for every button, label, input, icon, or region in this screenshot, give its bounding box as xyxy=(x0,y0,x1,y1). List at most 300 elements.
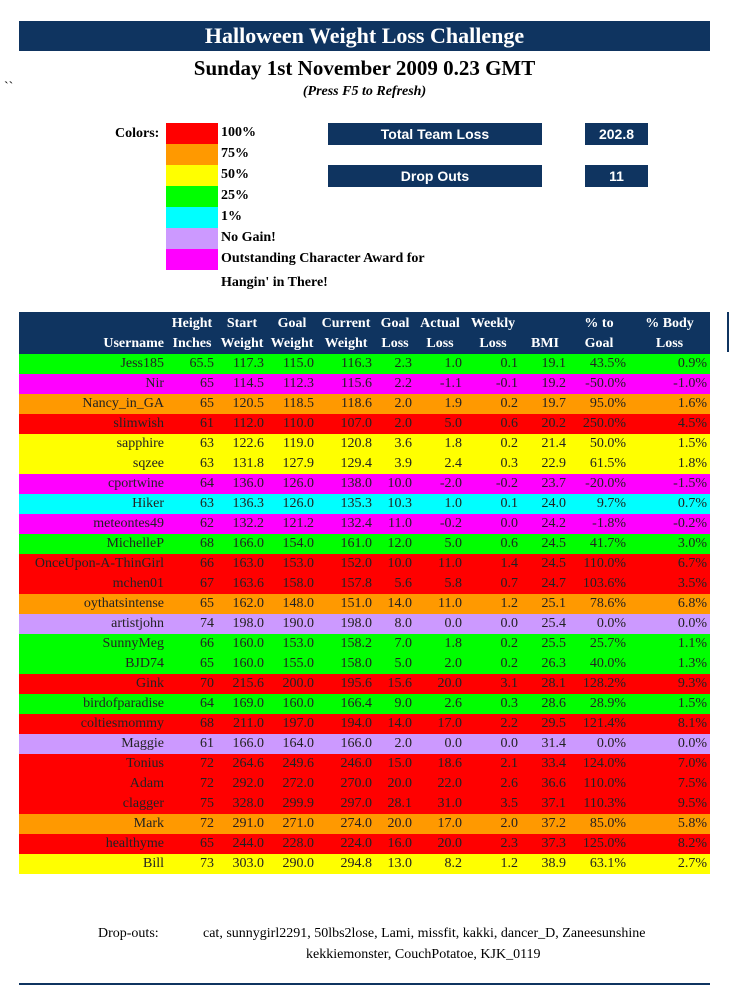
value-cell: 3.9 xyxy=(394,456,412,471)
value-cell: 110.3% xyxy=(583,796,626,811)
table-row xyxy=(19,454,710,474)
value-cell: 1.9 xyxy=(444,396,462,411)
value-cell: 297.0 xyxy=(340,796,372,811)
value-cell: 63 xyxy=(200,456,214,471)
value-cell: 1.8% xyxy=(677,456,707,471)
value-cell: 8.2 xyxy=(444,856,462,871)
username-cell: artistjohn xyxy=(111,616,164,631)
value-cell: 15.0 xyxy=(387,756,412,771)
column-header: Weekly xyxy=(465,312,521,334)
username-cell: Gink xyxy=(136,676,164,691)
value-cell: 67 xyxy=(200,576,214,591)
value-cell: 166.0 xyxy=(232,736,264,751)
value-cell: 2.7% xyxy=(677,856,707,871)
value-cell: 33.4 xyxy=(541,756,566,771)
column-header: Username xyxy=(19,334,167,354)
table-row xyxy=(19,574,710,594)
value-cell: 0.6 xyxy=(500,536,518,551)
value-cell: 1.2 xyxy=(500,596,518,611)
value-cell: 25.5 xyxy=(541,636,566,651)
value-cell: 157.8 xyxy=(340,576,372,591)
column-header: % to xyxy=(569,312,629,334)
username-cell: sqzee xyxy=(132,456,164,471)
value-cell: -0.2% xyxy=(673,516,707,531)
standings-table-wrap xyxy=(19,312,710,874)
value-cell: 85.0% xyxy=(589,816,626,831)
value-cell: 0.3 xyxy=(500,456,518,471)
value-cell: 50.0% xyxy=(589,436,626,451)
value-cell: 0.2 xyxy=(500,396,518,411)
column-header: Current xyxy=(317,312,375,334)
value-cell: 24.5 xyxy=(541,536,566,551)
column-header: Goal xyxy=(375,312,415,334)
value-cell: 20.0 xyxy=(437,676,462,691)
value-cell: 7.0% xyxy=(677,756,707,771)
value-cell: 64 xyxy=(200,696,214,711)
stray-mark: `` xyxy=(4,80,14,95)
value-cell: 115.0 xyxy=(283,356,314,371)
value-cell: 6.7% xyxy=(677,556,707,571)
value-cell: 2.6 xyxy=(500,776,518,791)
value-cell: 272.0 xyxy=(282,776,314,791)
username-cell: birdofparadise xyxy=(83,696,164,711)
drop-outs-label: Drop Outs xyxy=(328,165,542,187)
legend-text: Outstanding Character Award for xyxy=(221,251,425,266)
value-cell: 28.1 xyxy=(387,796,412,811)
value-cell: 10.0 xyxy=(387,476,412,491)
column-header: Loss xyxy=(375,334,415,354)
value-cell: 7.5% xyxy=(677,776,707,791)
table-row xyxy=(19,514,710,534)
column-header: Loss xyxy=(415,334,465,354)
table-row xyxy=(19,854,710,874)
value-cell: 5.0 xyxy=(444,416,462,431)
dropouts-label: Drop-outs: xyxy=(98,926,159,941)
value-cell: 163.0 xyxy=(232,556,264,571)
value-cell: 154.0 xyxy=(282,536,314,551)
value-cell: 3.5 xyxy=(500,796,518,811)
value-cell: 23.7 xyxy=(541,476,566,491)
value-cell: 200.0 xyxy=(282,676,314,691)
value-cell: 5.8 xyxy=(444,576,462,591)
value-cell: 63.1% xyxy=(589,856,626,871)
legend-text: 25% xyxy=(221,188,249,203)
value-cell: 28.6 xyxy=(541,696,566,711)
value-cell: 169.0 xyxy=(232,696,264,711)
value-cell: 28.9% xyxy=(589,696,626,711)
value-cell: 2.0 xyxy=(394,736,412,751)
column-header: Goal xyxy=(569,334,629,354)
value-cell: 7.0 xyxy=(394,636,412,651)
username-cell: clagger xyxy=(122,796,164,811)
value-cell: 211.0 xyxy=(233,716,264,731)
value-cell: 17.0 xyxy=(437,716,462,731)
value-cell: 118.5 xyxy=(283,396,314,411)
value-cell: 244.0 xyxy=(232,836,264,851)
value-cell: 26.3 xyxy=(541,656,566,671)
column-header: Weight xyxy=(317,334,375,354)
value-cell: 0.0% xyxy=(596,616,626,631)
value-cell: 24.7 xyxy=(541,576,566,591)
value-cell: 1.6% xyxy=(677,396,707,411)
value-cell: 0.7% xyxy=(677,496,707,511)
value-cell: 37.1 xyxy=(541,796,566,811)
page-title: Halloween Weight Loss Challenge xyxy=(19,21,710,51)
table-row xyxy=(19,714,710,734)
username-cell: Hiker xyxy=(132,496,164,511)
value-cell: 65 xyxy=(200,656,214,671)
value-cell: 25.7% xyxy=(589,636,626,651)
value-cell: 18.6 xyxy=(437,756,462,771)
username-cell: coltiesmommy xyxy=(80,716,164,731)
legend-text: 100% xyxy=(221,125,256,140)
username-cell: meteontes49 xyxy=(93,516,164,531)
date-line: Sunday 1st November 2009 0.23 GMT xyxy=(193,56,536,80)
value-cell: 61.5% xyxy=(589,456,626,471)
username-cell: BJD74 xyxy=(125,656,164,671)
legend-swatch xyxy=(166,144,218,165)
legend-text: No Gain! xyxy=(221,230,276,245)
value-cell: 10.0 xyxy=(387,556,412,571)
legend-text: 75% xyxy=(221,146,249,161)
username-cell: Mark xyxy=(133,816,164,831)
value-cell: 3.1 xyxy=(500,676,518,691)
standings-table xyxy=(19,312,710,874)
value-cell: 16.0 xyxy=(387,836,412,851)
total-team-loss-value: 202.8 xyxy=(585,123,648,145)
value-cell: 9.3% xyxy=(677,676,707,691)
dropouts-list-line2: kekkiemonster, CouchPotatoe, KJK_0119 xyxy=(306,947,541,962)
value-cell: 120.5 xyxy=(232,396,264,411)
table-row xyxy=(19,734,710,754)
table-row xyxy=(19,554,710,574)
value-cell: -2.0 xyxy=(439,476,462,491)
value-cell: 65 xyxy=(200,396,214,411)
column-header: BMI xyxy=(521,334,569,354)
value-cell: 25.1 xyxy=(541,596,566,611)
username-cell: Maggie xyxy=(121,736,164,751)
value-cell: 24.5 xyxy=(541,556,566,571)
value-cell: 22.0 xyxy=(437,776,462,791)
value-cell: 4.5% xyxy=(677,416,707,431)
value-cell: 20.0 xyxy=(387,776,412,791)
value-cell: 0.0% xyxy=(677,616,707,631)
value-cell: 65 xyxy=(200,836,214,851)
value-cell: 158.2 xyxy=(340,636,372,651)
value-cell: 17.0 xyxy=(437,816,462,831)
value-cell: 110.0% xyxy=(583,776,626,791)
value-cell: 274.0 xyxy=(340,816,372,831)
value-cell: 65.5 xyxy=(189,356,214,371)
value-cell: 9.7% xyxy=(596,496,626,511)
legend-swatch xyxy=(166,249,218,270)
value-cell: 28.1 xyxy=(541,676,566,691)
header-row xyxy=(19,312,710,334)
value-cell: 11.0 xyxy=(438,556,462,571)
value-cell: 163.6 xyxy=(232,576,264,591)
value-cell: 65 xyxy=(200,596,214,611)
value-cell: 2.0 xyxy=(500,816,518,831)
legend-swatch xyxy=(166,123,218,144)
value-cell: 116.3 xyxy=(341,356,372,371)
value-cell: 2.0 xyxy=(394,396,412,411)
value-cell: 1.8 xyxy=(444,436,462,451)
value-cell: 3.6 xyxy=(394,436,412,451)
value-cell: 107.0 xyxy=(340,416,372,431)
value-cell: 22.9 xyxy=(541,456,566,471)
value-cell: 132.2 xyxy=(232,516,264,531)
value-cell: 228.0 xyxy=(282,836,314,851)
value-cell: 271.0 xyxy=(282,816,314,831)
value-cell: 114.5 xyxy=(233,376,264,391)
table-row xyxy=(19,434,710,454)
value-cell: 3.0% xyxy=(677,536,707,551)
value-cell: 198.0 xyxy=(232,616,264,631)
value-cell: 95.0% xyxy=(589,396,626,411)
refresh-note: (Press F5 to Refresh) xyxy=(302,84,427,99)
column-header: Start xyxy=(217,312,267,334)
value-cell: 299.9 xyxy=(282,796,314,811)
table-row xyxy=(19,374,710,394)
value-cell: 66 xyxy=(200,636,214,651)
value-cell: 0.0 xyxy=(500,736,518,751)
value-cell: 2.6 xyxy=(444,696,462,711)
value-cell: 5.6 xyxy=(394,576,412,591)
value-cell: 31.4 xyxy=(541,736,566,751)
value-cell: 9.0 xyxy=(394,696,412,711)
value-cell: 5.0 xyxy=(444,536,462,551)
value-cell: 14.0 xyxy=(387,596,412,611)
value-cell: 37.3 xyxy=(541,836,566,851)
value-cell: 8.1% xyxy=(677,716,707,731)
value-cell: -20.0% xyxy=(585,476,626,491)
value-cell: 2.4 xyxy=(444,456,462,471)
value-cell: 136.3 xyxy=(232,496,264,511)
value-cell: 14.0 xyxy=(387,716,412,731)
value-cell: 158.0 xyxy=(282,576,314,591)
value-cell: 1.0 xyxy=(444,496,462,511)
value-cell: 74 xyxy=(200,616,214,631)
value-cell: 291.0 xyxy=(232,816,264,831)
value-cell: 129.4 xyxy=(340,456,372,471)
username-cell: Jess185 xyxy=(120,356,164,371)
value-cell: 8.2% xyxy=(677,836,707,851)
value-cell: 19.1 xyxy=(541,356,566,371)
value-cell: 19.7 xyxy=(541,396,566,411)
value-cell: 2.2 xyxy=(394,376,412,391)
value-cell: 61 xyxy=(200,416,214,431)
table-row xyxy=(19,534,710,554)
value-cell: -1.5% xyxy=(673,476,707,491)
value-cell: 110.0 xyxy=(283,416,314,431)
column-header: Loss xyxy=(465,334,521,354)
table-row xyxy=(19,394,710,414)
table-row xyxy=(19,794,710,814)
value-cell: 148.0 xyxy=(282,596,314,611)
value-cell: 41.7% xyxy=(589,536,626,551)
value-cell: 1.2 xyxy=(500,856,518,871)
table-row xyxy=(19,494,710,514)
value-cell: 166.0 xyxy=(340,736,372,751)
value-cell: 11.0 xyxy=(438,596,462,611)
value-cell: 11.0 xyxy=(388,516,412,531)
value-cell: 6.8% xyxy=(677,596,707,611)
value-cell: 13.0 xyxy=(387,856,412,871)
value-cell: 160.0 xyxy=(282,696,314,711)
header-row xyxy=(19,334,710,354)
value-cell: -1.8% xyxy=(592,516,626,531)
value-cell: 249.6 xyxy=(282,756,314,771)
table-row xyxy=(19,634,710,654)
value-cell: 72 xyxy=(200,776,214,791)
value-cell: -0.2 xyxy=(439,516,462,531)
value-cell: 78.6% xyxy=(589,596,626,611)
drop-outs-value: 11 xyxy=(585,165,648,187)
table-row xyxy=(19,474,710,494)
value-cell: 292.0 xyxy=(232,776,264,791)
legend-swatch xyxy=(166,186,218,207)
value-cell: 36.6 xyxy=(541,776,566,791)
value-cell: 195.6 xyxy=(340,676,372,691)
value-cell: 215.6 xyxy=(232,676,264,691)
value-cell: 20.2 xyxy=(541,416,566,431)
value-cell: 160.0 xyxy=(232,636,264,651)
username-cell: OnceUpon-A-ThinGirl xyxy=(34,556,164,571)
value-cell: -1.1 xyxy=(439,376,462,391)
value-cell: 294.8 xyxy=(340,856,372,871)
value-cell: 62 xyxy=(200,516,214,531)
username-cell: MichelleP xyxy=(106,536,164,551)
username-cell: Bill xyxy=(142,856,164,871)
table-row xyxy=(19,754,710,774)
value-cell: -0.1 xyxy=(495,376,518,391)
value-cell: 250.0% xyxy=(582,416,626,431)
value-cell: 162.0 xyxy=(232,596,264,611)
value-cell: 43.5% xyxy=(589,356,626,371)
value-cell: 164.0 xyxy=(282,736,314,751)
value-cell: 73 xyxy=(200,856,214,871)
value-cell: 303.0 xyxy=(232,856,264,871)
value-cell: 1.3% xyxy=(677,656,707,671)
value-cell: 120.8 xyxy=(340,436,372,451)
table-row xyxy=(19,594,710,614)
table-row xyxy=(19,354,710,374)
value-cell: 72 xyxy=(200,756,214,771)
legend-swatch xyxy=(166,207,218,228)
legend-swatch xyxy=(166,228,218,249)
value-cell: 0.0 xyxy=(444,736,462,751)
value-cell: 0.2 xyxy=(500,636,518,651)
value-cell: 136.0 xyxy=(232,476,264,491)
value-cell: 0.2 xyxy=(500,656,518,671)
value-cell: 112.0 xyxy=(233,416,264,431)
value-cell: 20.0 xyxy=(437,836,462,851)
value-cell: 1.4 xyxy=(500,556,518,571)
column-header: Weight xyxy=(217,334,267,354)
value-cell: 10.3 xyxy=(387,496,412,511)
value-cell: 2.0 xyxy=(394,416,412,431)
value-cell: 126.0 xyxy=(282,476,314,491)
username-cell: sapphire xyxy=(116,436,164,451)
value-cell: 152.0 xyxy=(340,556,372,571)
value-cell: 128.2% xyxy=(582,676,626,691)
column-header: Weight xyxy=(267,334,317,354)
value-cell: 132.4 xyxy=(340,516,372,531)
value-cell: 75 xyxy=(200,796,214,811)
value-cell: 117.3 xyxy=(233,356,264,371)
legend-text: 1% xyxy=(221,209,242,224)
value-cell: 0.7 xyxy=(500,576,518,591)
username-cell: Adam xyxy=(129,776,164,791)
column-header xyxy=(521,312,569,334)
table-row xyxy=(19,674,710,694)
value-cell: 0.0% xyxy=(596,736,626,751)
value-cell: -0.2 xyxy=(495,476,518,491)
value-cell: 40.0% xyxy=(589,656,626,671)
value-cell: 153.0 xyxy=(282,636,314,651)
value-cell: 135.3 xyxy=(340,496,372,511)
value-cell: 126.0 xyxy=(282,496,314,511)
value-cell: 61 xyxy=(200,736,214,751)
value-cell: 1.0 xyxy=(444,356,462,371)
table-row xyxy=(19,834,710,854)
dropouts-list-line1: cat, sunnygirl2291, 50lbs2lose, Lami, missfit, kakki, dancer_D, Zaneesunshine xyxy=(203,926,646,941)
value-cell: 66 xyxy=(200,556,214,571)
value-cell: 38.9 xyxy=(541,856,566,871)
value-cell: 1.1% xyxy=(677,636,707,651)
table-body xyxy=(19,354,710,874)
value-cell: -50.0% xyxy=(585,376,626,391)
value-cell: 0.0 xyxy=(500,516,518,531)
value-cell: 1.5% xyxy=(677,436,707,451)
value-cell: 121.2 xyxy=(282,516,314,531)
value-cell: 270.0 xyxy=(340,776,372,791)
username-cell: healthyme xyxy=(105,836,164,851)
value-cell: 0.0 xyxy=(444,616,462,631)
value-cell: 0.2 xyxy=(500,436,518,451)
value-cell: 2.3 xyxy=(394,356,412,371)
username-cell: slimwish xyxy=(113,416,164,431)
value-cell: 37.2 xyxy=(541,816,566,831)
legend-text: 50% xyxy=(221,167,249,182)
value-cell: 0.6 xyxy=(500,416,518,431)
value-cell: 68 xyxy=(200,536,214,551)
username-cell: Tonius xyxy=(126,756,164,771)
value-cell: 1.5% xyxy=(677,696,707,711)
value-cell: 161.0 xyxy=(340,536,372,551)
value-cell: 24.0 xyxy=(541,496,566,511)
value-cell: 72 xyxy=(200,816,214,831)
value-cell: 119.0 xyxy=(283,436,314,451)
value-cell: 264.6 xyxy=(232,756,264,771)
table-row xyxy=(19,774,710,794)
value-cell: 131.8 xyxy=(232,456,264,471)
value-cell: 103.6% xyxy=(582,576,626,591)
column-header xyxy=(19,312,167,334)
value-cell: 115.6 xyxy=(341,376,372,391)
value-cell: 31.0 xyxy=(437,796,462,811)
table-header xyxy=(19,312,710,354)
value-cell: 0.9% xyxy=(677,356,707,371)
table-row xyxy=(19,414,710,434)
column-header: Loss xyxy=(629,334,710,354)
value-cell: 190.0 xyxy=(282,616,314,631)
column-header: Goal xyxy=(267,312,317,334)
value-cell: 9.5% xyxy=(677,796,707,811)
value-cell: 1.8 xyxy=(444,636,462,651)
value-cell: 29.5 xyxy=(541,716,566,731)
value-cell: 5.8% xyxy=(677,816,707,831)
